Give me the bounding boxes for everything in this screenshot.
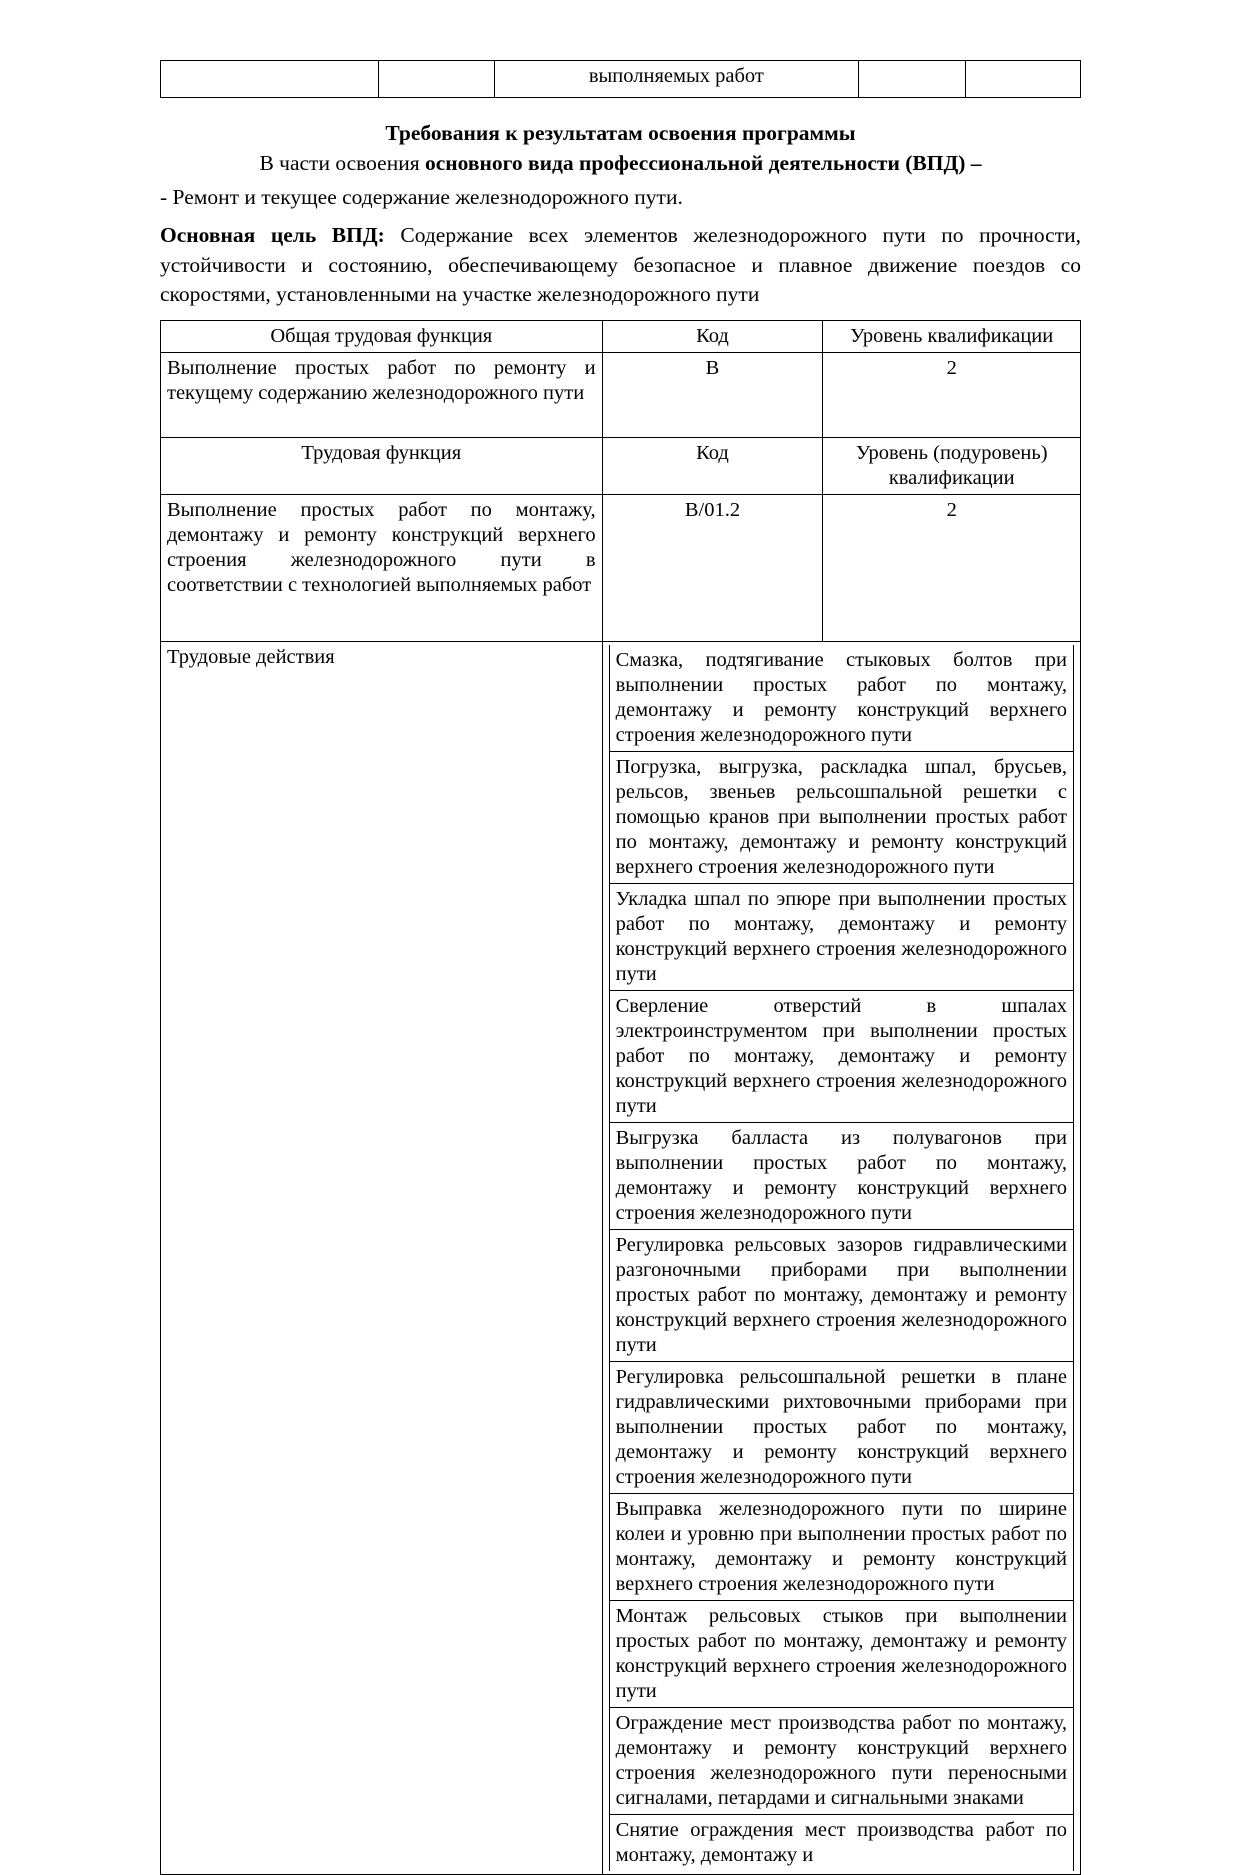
top-cell-2 [379, 61, 494, 98]
list-item [609, 990, 1073, 1122]
action-text: Смазка, подтягивание стыковых болтов при выполнении простых работ по монтажу, демонтажу и ремонту конструкций верхнего строения железнодорожного пути [609, 645, 1073, 752]
top-cell-4 [859, 61, 966, 98]
list-item [609, 645, 1073, 752]
top-cell-1 [161, 61, 379, 98]
action-text: Регулировка рельсошпальной решетки в плане гидравлическими рихтовочными приборами при выполнении простых работ по монтажу, демонтажу и ремонту конструкций верхнего строения железнодорожного пути [609, 1361, 1073, 1493]
list-item [609, 1814, 1073, 1871]
list-item [609, 883, 1073, 990]
action-text: Регулировка рельсовых зазоров гидравлическими разгоночными приборами при выполнении простых работ по монтажу, демонтажу и ремонту конструкций верхнего строения железнодорожного пути [609, 1229, 1073, 1361]
main-goal-paragraph [160, 221, 1081, 310]
table-row-actions [161, 641, 1081, 1874]
general-function-level: 2 [823, 352, 1081, 437]
subtitle-bold: основного вида профессиональной деятельности (ВПД) – [425, 150, 982, 175]
subtitle [160, 150, 1081, 178]
continued-table-header [160, 60, 1081, 98]
action-text: Снятие ограждения мест производства работ по монтажу, демонтажу и [609, 1814, 1073, 1871]
header-general-code: Код [602, 320, 823, 352]
header-labor-code: Код [602, 437, 823, 494]
labor-function-code: В/01.2 [602, 494, 823, 641]
top-cell-5 [965, 61, 1080, 98]
list-item [609, 1600, 1073, 1707]
table-row [161, 61, 1081, 98]
page-title: Требования к результатам освоения программы [385, 121, 856, 145]
top-cell-3: выполняемых работ [494, 61, 858, 98]
labor-function-level: 2 [823, 494, 1081, 641]
header-general-function: Общая трудовая функция [161, 320, 603, 352]
action-text: Погрузка, выгрузка, раскладка шпал, брусьев, рельсов, звеньев рельсошпальной решетки с помощью кранов при выполнении простых работ по монтажу, демонтажу и ремонту конструкций верхнего строения железнодорожного пути [609, 751, 1073, 883]
action-text: Выправка железнодорожного пути по ширине колеи и уровню при выполнении простых работ по монтажу, демонтажу и ремонту конструкций верхнего строения железнодорожного пути [609, 1493, 1073, 1600]
header-general-level: Уровень квалификации [823, 320, 1081, 352]
list-item [609, 1493, 1073, 1600]
header-labor-level: Уровень (подуровень) квалификации [823, 437, 1081, 494]
professional-function-table [160, 320, 1081, 1875]
vpd-line: - Ремонт и текущее содержание железнодорожного пути. [160, 184, 683, 209]
header-labor-function: Трудовая функция [161, 437, 603, 494]
action-text: Выгрузка балласта из полувагонов при выполнении простых работ по монтажу, демонтажу и ремонту конструкций верхнего строения железнодорожного пути [609, 1122, 1073, 1229]
subtitle-prefix: В части освоения [259, 150, 425, 175]
labor-actions-label: Трудовые действия [161, 641, 603, 1874]
general-function-text: Выполнение простых работ по ремонту и текущему содержанию железнодорожного пути [161, 352, 603, 437]
main-goal-text: Содержание всех элементов железнодорожного пути по прочности, устойчивости и состоянию, обеспечивающему безопасное и плавное движение поездов со скоростями, установленными на участке железнодорожного пути [160, 222, 1081, 307]
table-row-general [161, 352, 1081, 437]
list-item [609, 751, 1073, 883]
list-item [609, 1361, 1073, 1493]
action-text: Монтаж рельсовых стыков при выполнении простых работ по монтажу, демонтажу и ремонту конструкций верхнего строения железнодорожного пути [609, 1600, 1073, 1707]
labor-function-text: Выполнение простых работ по монтажу, демонтажу и ремонту конструкций верхнего строения железнодорожного пути в соответствии с технологией выполняемых работ [161, 494, 603, 641]
actions-inner-table [609, 645, 1074, 1871]
list-item [609, 1707, 1073, 1814]
table-row-labor [161, 494, 1081, 641]
list-item [609, 1122, 1073, 1229]
main-goal-label: Основная цель ВПД: [160, 222, 385, 247]
table-header-row-labor [161, 437, 1081, 494]
labor-actions-list [602, 641, 1080, 1874]
list-item [609, 1229, 1073, 1361]
action-text: Ограждение мест производства работ по монтажу, демонтажу и ремонту конструкций верхнего строения железнодорожного пути переносными сигналами, петардами и сигнальными знаками [609, 1707, 1073, 1814]
action-text: Сверление отверстий в шпалах электроинструментом при выполнении простых работ по монтажу, демонтажу и ремонту конструкций верхнего строения железнодорожного пути [609, 990, 1073, 1122]
general-function-code: В [602, 352, 823, 437]
action-text: Укладка шпал по эпюре при выполнении простых работ по монтажу, демонтажу и ремонту конструкций верхнего строения железнодорожного пути [609, 883, 1073, 990]
table-header-row-general [161, 320, 1081, 352]
